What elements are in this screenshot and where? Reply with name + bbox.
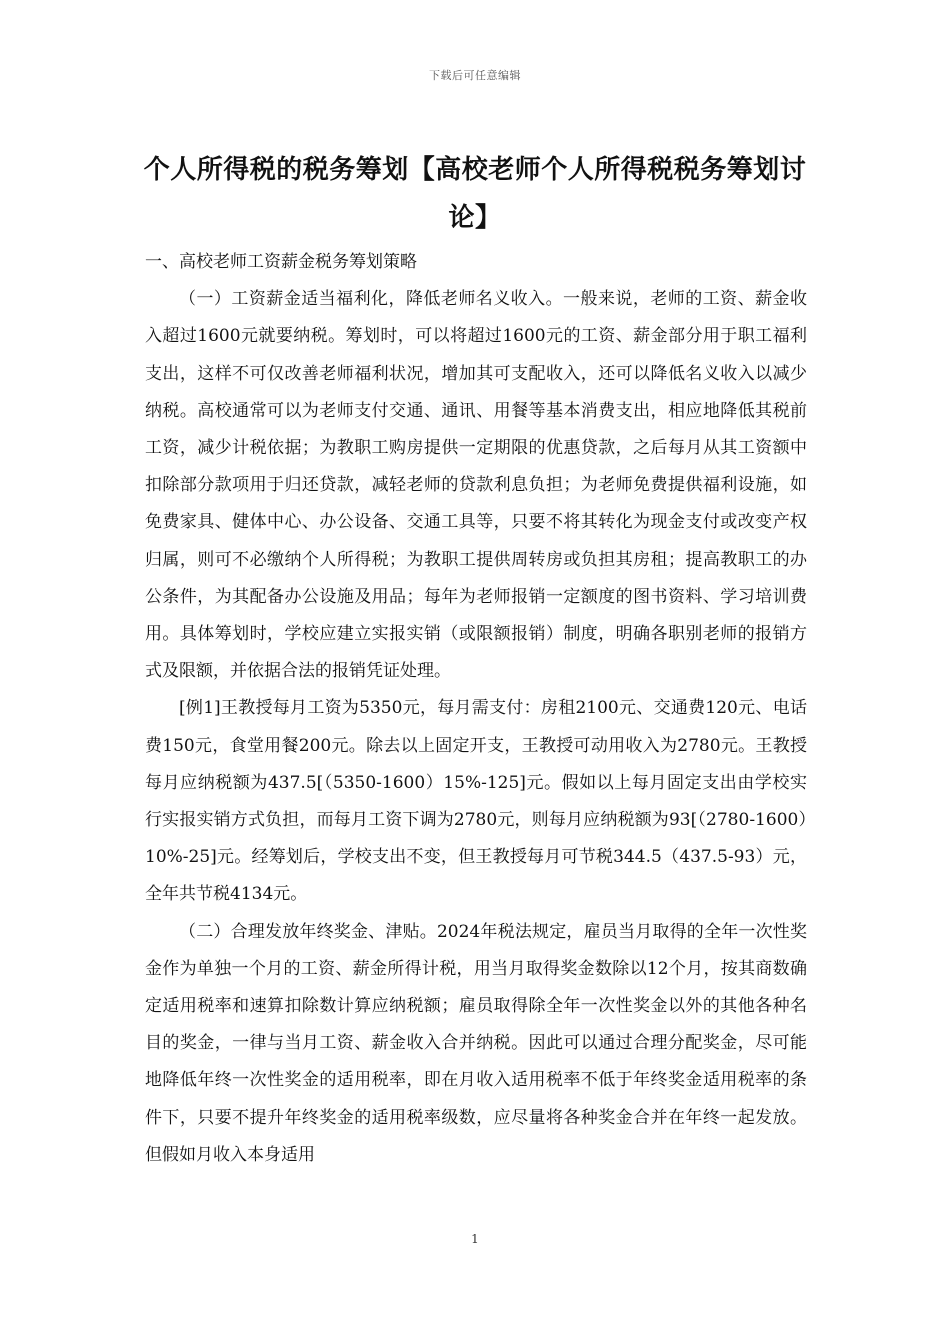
paragraph-welfare: （一）工资薪金适当福利化，降低老师名义收入。一般来说，老师的工资、薪金收入超过1600元就要纳税。筹划时，可以将超过1600元的工资、薪金部分用于职工福利支出，这样不可仅改善老师福利状况，增加其可支配收入，还可以降低名义收入以减少纳税。高校通常可以为老师支付交通、通讯、用餐等基本消费支出，相应地降低其税前工资，减少计税依据；为教职工购房提供一定期限的优惠贷款，之后每月从其工资额中扣除部分款项用于归还贷款，减轻老师的贷款利息负担；为老师免费提供福利设施，如免费家具、健体中心、办公设备、交通工具等，只要不将其转化为现金支付或改变产权归属，则可不必缴纳个人所得税；为教职工提供周转房或负担其房租；提高教职工的办公条件，为其配备办公设施及用品；每年为老师报销一定额度的图书资料、学习培训费用。具体筹划时，学校应建立实报实销（或限额报销）制度，明确各职别老师的报销方式及限额，并依据合法的报销凭证处理。: [145, 289, 807, 682]
page-header: 下载后可任意编辑: [429, 69, 521, 82]
paragraph-bonus: （二）合理发放年终奖金、津贴。2024年税法规定，雇员当月取得的全年一次性奖金作为单独一个月的工资、薪金所得计税，用当月取得奖金数除以12个月，按其商数确定适用税率和速算扣除数计算应纳税额；雇员取得除全年一次性奖金以外的其他各种名目的奖金，一律与当月工资、薪金收入合并纳税。因此可以通过合理分配奖金，尽可能地降低年终一次性奖金的适用税率，即在月收入适用税率不低于年终奖金适用税率的条件下，只要不提升年终奖金的适用税率级数，应尽量将各种奖金合并在年终一起发放。但假如月收入本身适用: [145, 921, 807, 1165]
paragraph-example-1: [例1]王教授每月工资为5350元，每月需支付：房租2100元、交通费120元、电话费150元，食堂用餐200元。除去以上固定开支，王教授可动用收入为2780元。王教授每月应纳税额为437.5[（5350-1600）15%-125]元。假如以上每月固定支出由学校实行实报实销方式负担，而每月工资下调为2780元，则每月应纳税额为93[（2780-1600）10%-25]元。经筹划后，学校支出不变，但王教授每月可节税344.5（437.5-93）元，全年共节税4134元。: [145, 698, 807, 905]
page-number: 1: [471, 1232, 479, 1246]
section-heading: 一、高校老师工资薪金税务筹划策略: [145, 252, 417, 272]
document-body: [145, 244, 807, 1174]
document-title: 个人所得税的税务筹划【高校老师个人所得税税务筹划讨论】: [143, 155, 807, 233]
